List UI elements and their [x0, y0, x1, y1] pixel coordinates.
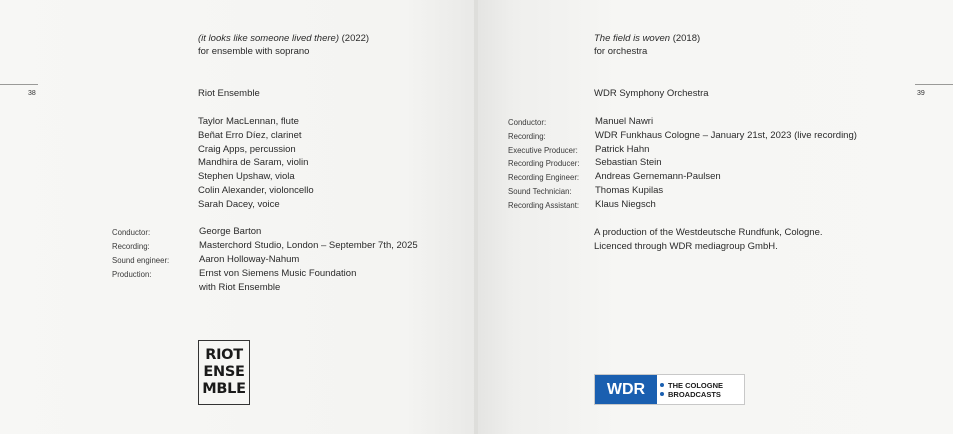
credit-value: Andreas Gernemann-Paulsen [595, 171, 721, 182]
credit-label: Recording: [112, 242, 150, 251]
credit-value: Klaus Niegsch [595, 199, 656, 210]
ensemble-name-right: WDR Symphony Orchestra [594, 88, 709, 99]
performer-line: Craig Apps, percussion [198, 144, 296, 155]
riot-ensemble-logo [198, 340, 250, 405]
right-margin-rule [915, 84, 953, 85]
credit-label: Executive Producer: [508, 146, 578, 155]
wdr-logo [594, 374, 745, 405]
ensemble-name-left: Riot Ensemble [198, 88, 260, 99]
performer-line: Sarah Dacey, voice [198, 199, 280, 210]
book-gutter [474, 0, 478, 434]
wdr-dots-icon [657, 375, 666, 404]
credit-value: Patrick Hahn [595, 144, 650, 155]
credit-value: Manuel Nawri [595, 116, 654, 127]
work-title-left [198, 32, 369, 46]
performer-line: Mandhira de Saram, violin [198, 157, 309, 168]
credit-label: Sound Technician: [508, 187, 572, 196]
left-margin-rule [0, 84, 38, 85]
credit-label: Recording: [508, 132, 546, 141]
credit-value: WDR Funkhaus Cologne – January 21st, 2023 (live recording) [595, 130, 857, 141]
licence-note: Licenced through WDR mediagroup GmbH. [594, 241, 778, 252]
credit-label: Sound engineer: [112, 256, 170, 265]
credit-value-continued: with Riot Ensemble [199, 282, 281, 293]
performer-line: Colin Alexander, violoncello [198, 185, 314, 196]
performer-line: Stephen Upshaw, viola [198, 171, 295, 182]
credit-label: Recording Producer: [508, 159, 580, 168]
wdr-tagline-line: THE COLOGNE [668, 380, 724, 390]
credit-label: Production: [112, 270, 152, 279]
credit-label: Recording Engineer: [508, 173, 580, 182]
production-note: A production of the Westdeutsche Rundfunk, Cologne. [594, 227, 823, 238]
work-title-text: (it looks like someone lived there) [198, 33, 339, 44]
credit-value: Masterchord Studio, London – September 7th, 2025 [199, 240, 418, 251]
right-page [476, 0, 953, 434]
work-subtitle-left: for ensemble with soprano [198, 46, 310, 57]
wdr-logo-mark: WDR [595, 375, 657, 404]
work-title-text: The field is woven [594, 33, 671, 44]
logo-line: ENSE [203, 364, 245, 380]
page-number-left: 38 [28, 90, 36, 97]
credit-label: Conductor: [112, 228, 151, 237]
work-year: (2018) [672, 33, 701, 44]
credit-value: Sebastian Stein [595, 157, 662, 168]
credit-value: George Barton [199, 226, 262, 237]
credit-value: Thomas Kupilas [595, 185, 664, 196]
credit-value: Ernst von Siemens Music Foundation [199, 268, 357, 279]
credit-label: Recording Assistant: [508, 201, 580, 210]
credit-label: Conductor: [508, 118, 547, 127]
logo-line: RIOT [205, 347, 243, 363]
credit-value: Aaron Holloway-Nahum [199, 254, 300, 265]
work-title-right [594, 32, 700, 46]
page-number-right: 39 [917, 90, 925, 97]
logo-line: MBLE [202, 381, 246, 397]
performer-line: Beñat Erro Díez, clarinet [198, 130, 302, 141]
work-subtitle-right: for orchestra [594, 46, 648, 57]
performer-line: Taylor MacLennan, flute [198, 116, 299, 127]
wdr-tagline-line: BROADCASTS [668, 389, 721, 399]
work-year: (2022) [341, 33, 370, 44]
wdr-tagline [666, 375, 723, 404]
